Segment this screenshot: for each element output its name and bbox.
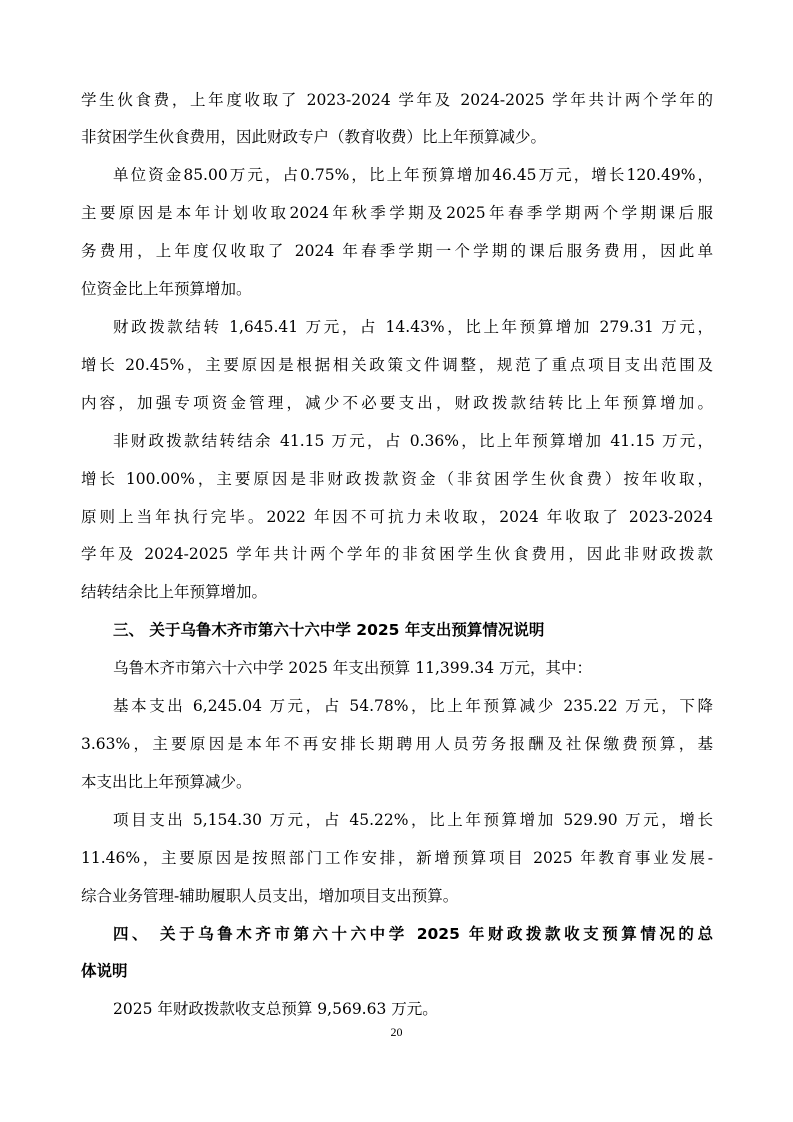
paragraph-line: 项目支出 5,154.30 万元，占 45.22%，比上年预算增加 529.90 万元，增长 bbox=[113, 811, 713, 829]
paragraph-line: 乌鲁木齐市第六十六中学 2025 年支出预算 11,399.34 万元，其中： bbox=[113, 659, 593, 677]
paragraph-line: 基本支出 6,245.04 万元，占 54.78%，比上年预算减少 235.22 万元，下降 bbox=[113, 697, 713, 715]
paragraph-line: 务费用，上年度仅收取了 2024 年春季学期一个学期的课后服务费用，因此单 bbox=[81, 242, 713, 260]
paragraph-line: 非财政拨款结转结余 41.15 万元，占 0.36%，比上年预算增加 41.15 万元， bbox=[113, 432, 713, 450]
paragraph-line: 11.46%，主要原因是按照部门工作安排，新增预算项目 2025 年教育事业发展- bbox=[81, 849, 713, 867]
paragraph-line: 非贫困学生伙食费用，因此财政专户（教育收费）比上年预算减少。 bbox=[81, 128, 547, 146]
paragraph-line: 财政拨款结转 1,645.41 万元，占 14.43%，比上年预算增加 279.31 万元， bbox=[113, 318, 713, 336]
paragraph-line: 位资金比上年预算增加。 bbox=[81, 280, 252, 298]
paragraph-line: 3.63%，主要原因是本年不再安排长期聘用人员劳务报酬及社保缴费预算，基 bbox=[81, 735, 713, 753]
paragraph-line: 综合业务管理-辅助履职人员支出，增加项目支出预算。 bbox=[81, 887, 459, 905]
paragraph-line: 内容，加强专项资金管理，减少不必要支出，财政拨款结转比上年预算增加。 bbox=[81, 394, 713, 412]
paragraph-line: 学生伙食费，上年度收取了 2023-2024 学年及 2024-2025 学年共计两个学年的 bbox=[81, 91, 713, 109]
page-number: 20 bbox=[390, 1025, 403, 1039]
paragraph-line: 单位资金85.00万元，占0.75%，比上年预算增加46.45万元，增长120.49%， bbox=[113, 166, 713, 184]
paragraph-line: 原则上当年执行完毕。2022 年因不可抗力未收取，2024 年收取了 2023-2024 bbox=[81, 508, 713, 526]
paragraph-line: 学年及 2024-2025 学年共计两个学年的非贫困学生伙食费用，因此非财政拨款 bbox=[81, 545, 713, 563]
paragraph-line: 增长 20.45%，主要原因是根据相关政策文件调整，规范了重点项目支出范围及 bbox=[81, 356, 713, 374]
paragraph-line: 本支出比上年预算减少。 bbox=[81, 773, 252, 791]
section-heading: 四、 关于乌鲁木齐市第六十六中学 2025 年财政拨款收支预算情况的总 bbox=[113, 925, 713, 943]
section-heading-continued: 体说明 bbox=[81, 962, 128, 980]
paragraph-line: 增长 100.00%，主要原因是非财政拨款资金（非贫困学生伙食费）按年收取， bbox=[81, 470, 713, 488]
paragraph-line: 2025 年财政拨款收支总预算 9,569.63 万元。 bbox=[113, 1000, 438, 1018]
section-heading: 三、 关于乌鲁木齐市第六十六中学 2025 年支出预算情况说明 bbox=[113, 621, 545, 639]
paragraph-line: 主要原因是本年计划收取2024年秋季学期及2025年春季学期两个学期课后服 bbox=[81, 204, 713, 222]
paragraph-line: 结转结余比上年预算增加。 bbox=[81, 583, 268, 601]
